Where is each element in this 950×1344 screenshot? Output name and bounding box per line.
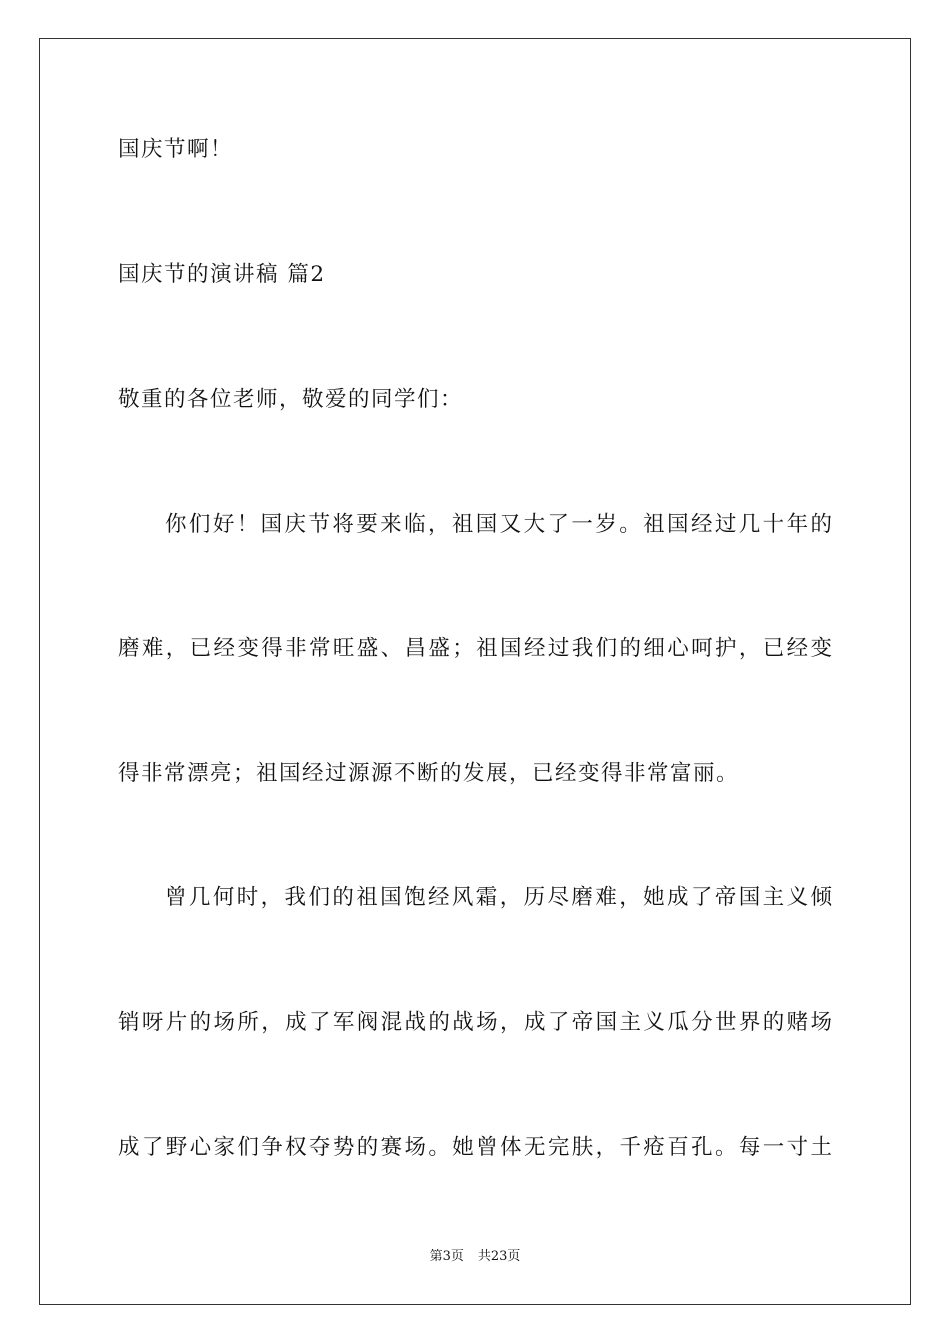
paragraph-line: 成了野心家们争权夺势的赛场。她曾体无完肤，千疮百孔。每一寸土 — [118, 1135, 832, 1160]
paragraph-line: 得非常漂亮；祖国经过源源不断的发展，已经变得非常富丽。 — [118, 761, 740, 786]
page-total: 共23页 — [477, 1249, 521, 1264]
paragraph-line: 曾几何时，我们的祖国饱经风霜，历尽磨难，她成了帝国主义倾 — [165, 885, 832, 910]
paragraph-line: 销呀片的场所，成了军阀混战的战场，成了帝国主义瓜分世界的赌场 — [118, 1010, 832, 1035]
text-line-closing: 国庆节啊！ — [118, 137, 234, 162]
paragraph-line: 磨难，已经变得非常旺盛、昌盛；祖国经过我们的细心呵护，已经变 — [118, 636, 832, 661]
page-border — [39, 38, 911, 1305]
page-number: 第3页 — [429, 1249, 464, 1264]
paragraph-line: 你们好！国庆节将要来临，祖国又大了一岁。祖国经过几十年的 — [165, 512, 832, 537]
section-heading: 国庆节的演讲稿 篇2 — [118, 262, 326, 287]
page-footer — [0, 1248, 950, 1266]
salutation-line: 敬重的各位老师，敬爱的同学们： — [118, 387, 464, 412]
